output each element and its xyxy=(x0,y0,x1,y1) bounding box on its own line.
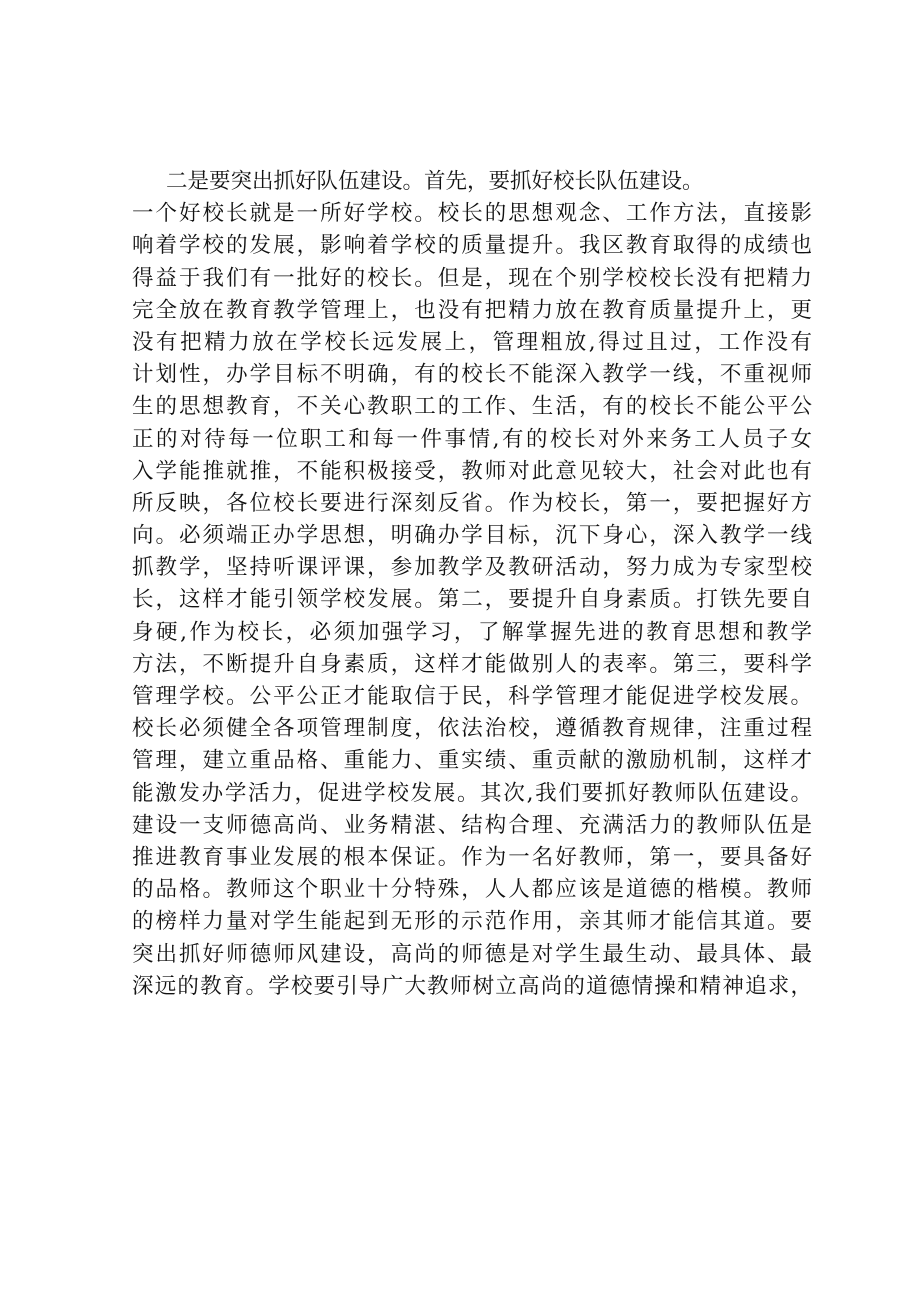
paragraph-line: 管理学校。公平公正才能取信于民，科学管理才能促进学校发展。 xyxy=(132,684,812,709)
paragraph-line: 长，这样才能引领学校发展。第二，要提升自身素质。打铁先要自 xyxy=(132,587,812,613)
paragraph-line: 没有把精力放在学校长远发展上，管理粗放,得过且过，工作没有 xyxy=(132,329,812,355)
paragraph-line: 抓教学，坚持听课评课，参加教学及教研活动，努力成为专家型校 xyxy=(132,555,812,581)
paragraph-line: 得益于我们有一批好的校长。但是，现在个别学校校长没有把精力 xyxy=(132,265,812,291)
paragraph-line: 二是要突出抓好队伍建设。首先，要抓好校长队伍建设。 xyxy=(166,169,704,194)
paragraph-line: 响着学校的发展，影响着学校的质量提升。我区教育取得的成绩也 xyxy=(132,233,812,259)
paragraph-line: 一个好校长就是一所好学校。校长的思想观念、工作方法，直接影 xyxy=(132,201,812,227)
paragraph-line: 计划性，办学目标不明确，有的校长不能深入教学一线，不重视师 xyxy=(132,362,812,388)
paragraph-line: 所反映，各位校长要进行深刻反省。作为校长，第一，要把握好方 xyxy=(132,490,812,516)
paragraph-line: 正的对待每一位职工和每一件事情,有的校长对外来务工人员子女 xyxy=(132,426,812,452)
paragraph-line: 生的思想教育，不关心教职工的工作、生活，有的校长不能公平公 xyxy=(132,394,812,420)
paragraph-line: 的品格。教师这个职业十分特殊，人人都应该是道德的楷模。教师 xyxy=(132,877,812,903)
paragraph-line: 方法，不断提升自身素质，这样才能做别人的表率。第三，要科学 xyxy=(132,651,812,677)
paragraph-line: 推进教育事业发展的根本保证。作为一名好教师，第一，要具备好 xyxy=(132,844,812,870)
paragraph-line: 校长必须健全各项管理制度，依法治校，遵循教育规律，注重过程 xyxy=(132,716,812,742)
body-text xyxy=(132,166,812,1003)
paragraph-line: 的榜样力量对学生能起到无形的示范作用，亲其师才能信其道。要 xyxy=(132,909,812,935)
paragraph-line: 能激发办学活力，促进学校发展。其次,我们要抓好教师队伍建设。 xyxy=(132,780,812,806)
paragraph-line: 管理，建立重品格、重能力、重实绩、重贡献的激励机制，这样才 xyxy=(132,748,812,774)
paragraph-line: 突出抓好师德师风建设，高尚的师德是对学生最生动、最具体、最 xyxy=(132,941,812,967)
paragraph-line: 入学能推就推，不能积极接受，教师对此意见较大，社会对此也有 xyxy=(132,458,812,484)
paragraph-line: 建设一支师德高尚、业务精湛、结构合理、充满活力的教师队伍是 xyxy=(132,812,812,838)
paragraph-line: 向。必须端正办学思想，明确办学目标，沉下身心，深入教学一线 xyxy=(132,523,812,549)
paragraph-line: 深远的教育。学校要引导广大教师树立高尚的道德情操和精神追求， xyxy=(132,973,812,999)
paragraph-line: 完全放在教育教学管理上，也没有把精力放在教育质量提升上，更 xyxy=(132,297,812,323)
paragraph-line: 身硬,作为校长，必须加强学习，了解掌握先进的教育思想和教学 xyxy=(132,619,812,645)
